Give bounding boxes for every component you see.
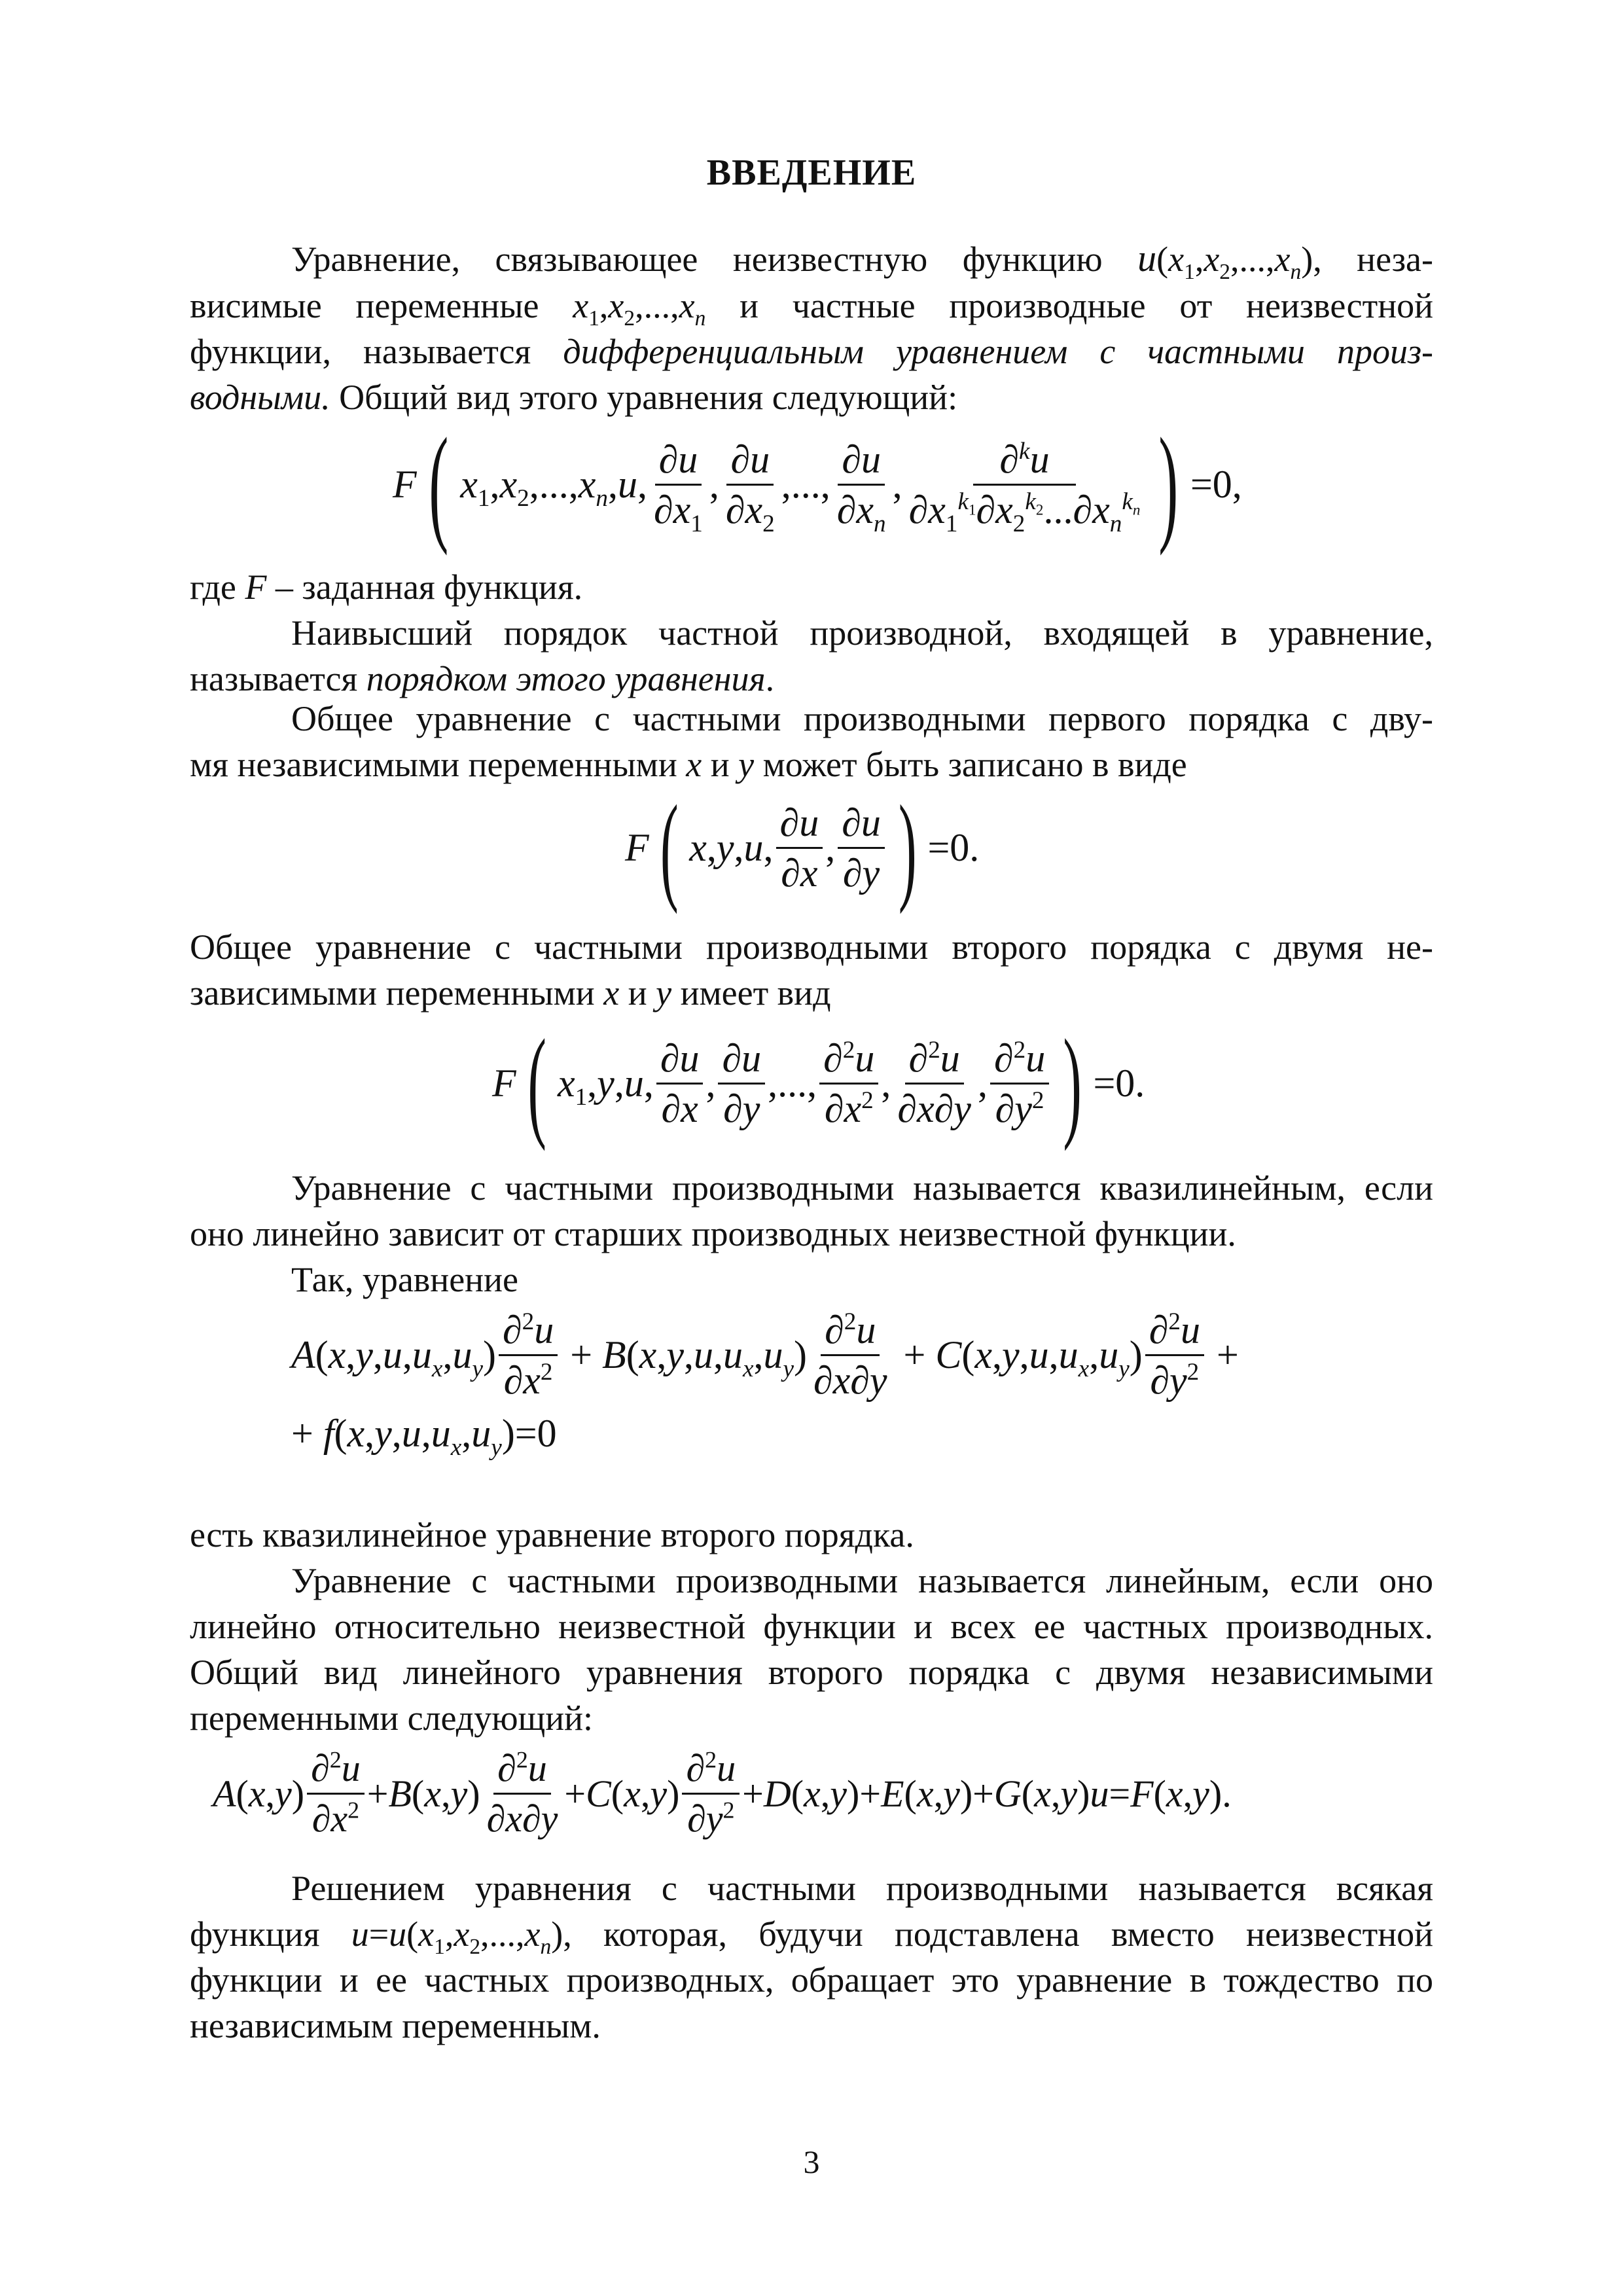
paragraph-quasilinear: Уравнение с частными производными называется квазилинейным, если оно линейно зависит от старших производных неизвестной функции. xyxy=(190,1168,1433,1253)
text-where-F: где F – заданная функция. xyxy=(190,567,583,607)
paragraph-second-order: Общее уравнение с частными производными второго порядка с двумя не- xyxy=(190,927,1433,967)
equation-quasilinear-line1: $A(x,y,u,u_x,u_y)$ $\frac{\partial^2u}{\partial x^2}$ + $B(x,y,u,u_x,u_y)$ $\frac{\partial^2u}{\partial x\partial y}$ + $C(x,y,u,u_x,u_y)$ $\frac{\partial^2u}{\partial y^2}$ + xyxy=(291,1308,1239,1402)
paragraph-solution: Решением уравнения с частными производными называется всякая функция $u=u(x_1,x_2,...,x_n)$, которая, будучи подставлена вместо неизвестной функции и ее частных производных, обращает это уравнение в тождество по независимым переменным. xyxy=(190,1869,1434,2045)
text-for-example: Так, уравнение xyxy=(291,1260,518,1299)
paragraph-first-order-cont: мя независимыми переменными x и y может быть записано в виде xyxy=(190,745,1187,784)
equation-first-order: F ( x,y,u, $\frac{\partial u}{\partial x}$ , $\frac{\partial u}{\partial y}$ ) =0. xyxy=(625,780,980,915)
paragraph-second-order-cont: зависимыми переменными x и y имеет вид xyxy=(190,973,831,1013)
text-quasilinear-conclusion: есть квазилинейное уравнение второго порядка. xyxy=(190,1515,914,1554)
equation-linear: A(x,y) $\frac{\partial^2u}{\partial x^2}$ + B(x,y) $\frac{\partial^2u}{\partial x\partial y}$ + C(x,y) $\frac{\partial^2u}{\partial y^2}$ + D(x,y) + E(x,y) + G(x,y)u = F(x,y). xyxy=(213,1746,1232,1840)
page-number: 3 xyxy=(803,2144,820,2180)
page-title: ВВЕДЕНИЕ xyxy=(706,152,917,193)
paragraph-linear: Уравнение с частными производными называется линейным, если оно линейно относительно неизвестной функции и всех ее частных производных. Общий вид линейного уравнения второго порядка с двумя независимыми переменными следующий: xyxy=(190,1561,1433,1738)
paragraph-definition-cont: висимые переменные $x_1,x_2,...,x_n$ и частные производные от неизвестной функции, называется дифференциальным уравнением с частными произ- водными. Общий вид этого уравнения следующий: xyxy=(190,286,1433,417)
equation-general-pde: F ( $x_1,x_2,...,x_n,u$, $\frac{\partial u}{\partial x_1}$ , $\frac{\partial u}{\partial x_2}$ ,..., $\frac{\partial u}{\partial x_n}$ , $\frac{\partial^ku}{\partial x_1^{k_1}\partial x_2^{k_2}...\partial x_n^{k_n}}$ ) =0, xyxy=(393,412,1242,556)
paragraph-first-order: Общее уравнение с частными производными первого порядка с дву- xyxy=(291,699,1433,738)
equation-quasilinear-line2: + $f(x,y,u,u_x,u_y)=0$ xyxy=(291,1411,557,1461)
paragraph-order: Наивысший порядок частной производной, входящей в уравнение, называется порядком этого уравнения. xyxy=(190,613,1433,698)
paragraph-definition: Уравнение, связывающее неизвестную функцию $u(x_1,x_2,...,x_n)$, неза- xyxy=(291,237,1433,284)
equation-second-order: F ( $x_1,y,u$, $\frac{\partial u}{\partial x}$ , $\frac{\partial u}{\partial y}$ ,..., $\frac{\partial^2u}{\partial x^2}$ , $\frac{\partial^2u}{\partial x\partial y}$ , $\frac{\partial^2u}{\partial y^2}$ ) =0. xyxy=(492,1014,1145,1152)
